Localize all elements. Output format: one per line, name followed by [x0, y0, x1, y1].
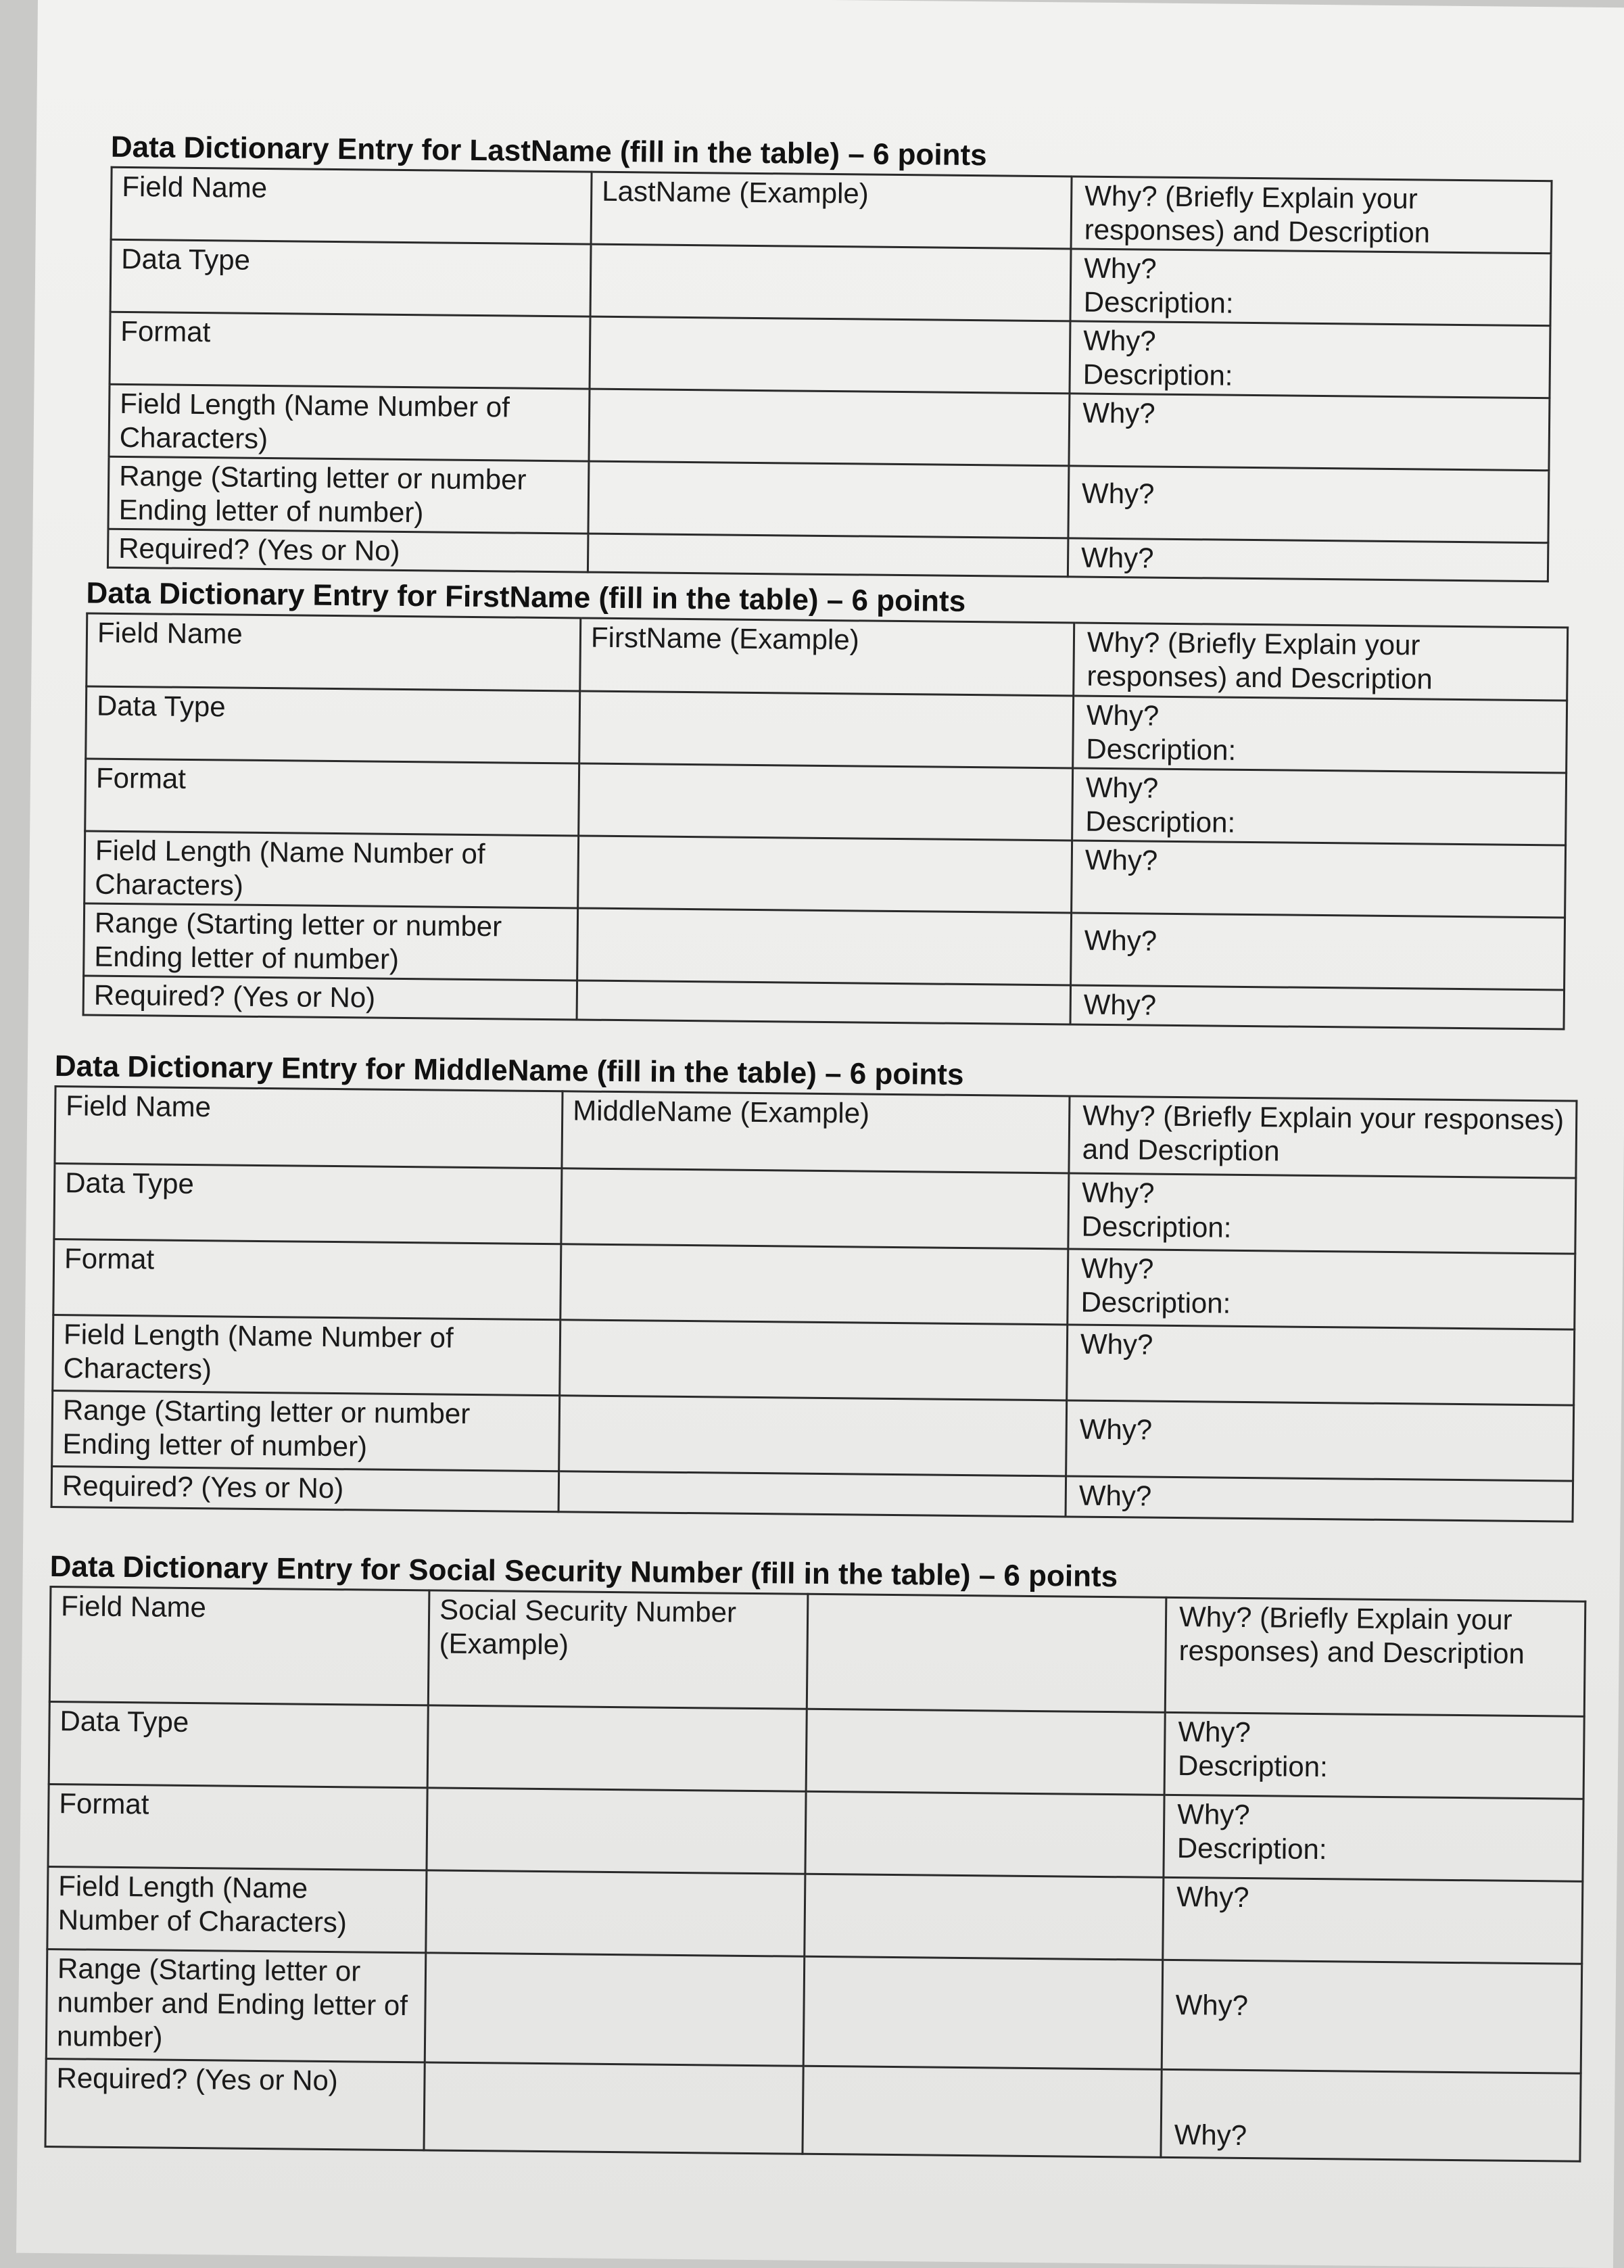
- row-label: Data Type: [49, 1702, 428, 1788]
- why-cell[interactable]: [1066, 1400, 1574, 1481]
- why-prompt: Why?: [1083, 988, 1157, 1021]
- row-label: Range (Starting letter or number and Ending letter of number): [46, 1950, 426, 2062]
- answer-cell[interactable]: [577, 981, 1071, 1024]
- field-name-label: Field Name: [87, 613, 581, 691]
- description-prompt: Description:: [1080, 1285, 1231, 1319]
- section-firstname: [82, 574, 1569, 1030]
- field-name-label: Field Name: [49, 1587, 429, 1705]
- paper-sheet: [16, 0, 1624, 2268]
- why-prompt: Why?: [1083, 324, 1156, 357]
- section-middlename: [51, 1047, 1578, 1523]
- why-cell[interactable]: [1070, 249, 1551, 326]
- data-dictionary-table: [51, 1085, 1578, 1523]
- why-prompt: Why?: [1079, 1413, 1153, 1446]
- why-prompt: Why?: [1085, 771, 1159, 804]
- why-prompt: Why?: [1178, 1716, 1251, 1749]
- answer-cell[interactable]: [561, 1168, 1069, 1249]
- answer-cell[interactable]: [579, 691, 1074, 768]
- answer-cell[interactable]: [425, 1953, 805, 2066]
- why-prompt: Why?: [1082, 396, 1155, 429]
- answer-cell[interactable]: [560, 1244, 1068, 1325]
- example-header: MiddleName (Example): [562, 1091, 1070, 1173]
- field-name-label: Field Name: [55, 1087, 563, 1168]
- row-label: Required? (Yes or No): [45, 2058, 425, 2150]
- answer-cell[interactable]: [577, 908, 1072, 985]
- why-cell[interactable]: [1161, 2069, 1581, 2161]
- answer-cell[interactable]: [424, 2062, 803, 2154]
- description-prompt: Description:: [1176, 1832, 1327, 1866]
- why-cell[interactable]: [1067, 1325, 1575, 1405]
- row-label: Format: [48, 1785, 427, 1870]
- section-title: Data Dictionary Entry for Social Security Number (fill in the table) – 6 points: [49, 1550, 1118, 1594]
- section-ssn: [45, 1548, 1587, 2163]
- row-label: Field Length (Name Number of Characters): [109, 384, 590, 461]
- why-prompt: Why?: [1081, 477, 1155, 510]
- why-prompt: Why?: [1177, 1798, 1250, 1831]
- why-cell[interactable]: [1163, 1877, 1583, 1964]
- row-label: Required? (Yes or No): [51, 1467, 559, 1512]
- answer-cell[interactable]: [588, 534, 1068, 577]
- why-header: Why? (Briefly Explain your responses) and Description: [1074, 623, 1568, 701]
- row-label: Format: [53, 1239, 561, 1320]
- why-prompt: Why?: [1086, 699, 1160, 732]
- answer-cell[interactable]: [589, 389, 1070, 466]
- row-label: Range (Starting letter or number Ending letter of number): [84, 903, 578, 981]
- why-cell[interactable]: [1073, 696, 1567, 773]
- why-cell[interactable]: [1068, 1249, 1575, 1329]
- description-prompt: Description:: [1083, 285, 1234, 319]
- row-label: Range (Starting letter or number Ending letter of number): [108, 456, 589, 534]
- row-label: Required? (Yes or No): [83, 976, 577, 1020]
- example-header: LastName (Example): [591, 172, 1072, 249]
- row-label: Range (Starting letter or number Ending letter of number): [52, 1391, 560, 1471]
- answer-cell[interactable]: [427, 1705, 807, 1791]
- why-prompt: Why?: [1084, 924, 1157, 957]
- answer-cell[interactable]: [558, 1471, 1066, 1517]
- data-dictionary-table: [82, 612, 1569, 1030]
- answer-cell[interactable]: [426, 1870, 805, 1956]
- row-label: Format: [85, 759, 579, 836]
- data-dictionary-table: [45, 1586, 1587, 2163]
- row-label: Field Length (Name Number of Characters): [47, 1867, 427, 1953]
- why-cell[interactable]: [1068, 1173, 1576, 1254]
- description-prompt: Description:: [1177, 1749, 1328, 1783]
- row-label: Required? (Yes or No): [108, 529, 588, 572]
- answer-cell[interactable]: [579, 763, 1073, 841]
- example-header: FirstName (Example): [580, 618, 1074, 696]
- why-cell[interactable]: [1162, 1960, 1582, 2073]
- why-prompt: Why?: [1174, 2119, 1247, 2152]
- answer-cell[interactable]: [559, 1396, 1067, 1476]
- why-prompt: Why?: [1084, 252, 1157, 285]
- answer-cell[interactable]: [805, 1874, 1164, 1960]
- why-cell[interactable]: [1068, 538, 1548, 582]
- answer-cell[interactable]: [806, 1709, 1165, 1795]
- section-lastname: [107, 128, 1553, 582]
- why-cell[interactable]: [1164, 1795, 1583, 1881]
- why-header: Why? (Briefly Explain your responses) and Description: [1071, 176, 1552, 254]
- answer-cell[interactable]: [427, 1788, 806, 1874]
- why-prompt: Why?: [1080, 541, 1154, 574]
- row-label: Data Type: [110, 239, 591, 316]
- description-prompt: Description:: [1082, 358, 1233, 392]
- why-prompt: Why?: [1176, 1881, 1249, 1914]
- why-prompt: Why?: [1175, 1989, 1249, 2022]
- why-header: Why? (Briefly Explain your responses) and Description: [1069, 1096, 1577, 1178]
- why-prompt: Why?: [1078, 1479, 1152, 1512]
- why-cell[interactable]: [1072, 841, 1566, 918]
- why-cell[interactable]: [1066, 1476, 1573, 1521]
- description-prompt: Description:: [1085, 805, 1236, 838]
- why-cell[interactable]: [1072, 768, 1567, 845]
- why-prompt: Why?: [1080, 1252, 1154, 1285]
- description-prompt: Description:: [1086, 732, 1237, 766]
- answer-cell[interactable]: [803, 1956, 1163, 2069]
- answer-cell[interactable]: [588, 461, 1069, 538]
- row-label: Data Type: [54, 1164, 562, 1244]
- why-prompt: Why?: [1084, 843, 1158, 876]
- row-label: Format: [110, 312, 590, 389]
- answer-cell[interactable]: [590, 316, 1070, 394]
- why-prompt: Why?: [1081, 1176, 1155, 1209]
- section-title: Data Dictionary Entry for MiddleName (fill in the table) – 6 points: [54, 1049, 964, 1091]
- why-cell[interactable]: [1164, 1712, 1584, 1799]
- section-title: Data Dictionary Entry for LastName (fill in the table) – 6 points: [110, 130, 987, 172]
- section-title: Data Dictionary Entry for FirstName (fill in the table) – 6 points: [86, 576, 966, 618]
- answer-cell[interactable]: [805, 1791, 1164, 1877]
- row-label: Field Length (Name Number of Characters): [53, 1315, 560, 1396]
- why-cell[interactable]: [1071, 913, 1565, 990]
- why-header: Why? (Briefly Explain your responses) and Description: [1165, 1597, 1585, 1716]
- field-name-label: Field Name: [111, 167, 592, 244]
- row-label: Data Type: [86, 686, 580, 763]
- why-prompt: Why?: [1080, 1327, 1153, 1361]
- answer-cell[interactable]: [807, 1594, 1166, 1712]
- description-prompt: Description:: [1081, 1210, 1232, 1244]
- example-header: Social Security Number (Example): [428, 1590, 808, 1709]
- why-cell[interactable]: [1070, 985, 1565, 1029]
- answer-cell[interactable]: [590, 244, 1071, 321]
- why-cell[interactable]: [1069, 394, 1550, 471]
- answer-cell[interactable]: [803, 2066, 1162, 2157]
- answer-cell[interactable]: [578, 836, 1072, 913]
- data-dictionary-table: [107, 166, 1553, 582]
- why-cell[interactable]: [1070, 321, 1550, 398]
- row-label: Field Length (Name Number of Characters): [85, 831, 579, 908]
- why-cell[interactable]: [1068, 466, 1549, 543]
- answer-cell[interactable]: [560, 1320, 1068, 1400]
